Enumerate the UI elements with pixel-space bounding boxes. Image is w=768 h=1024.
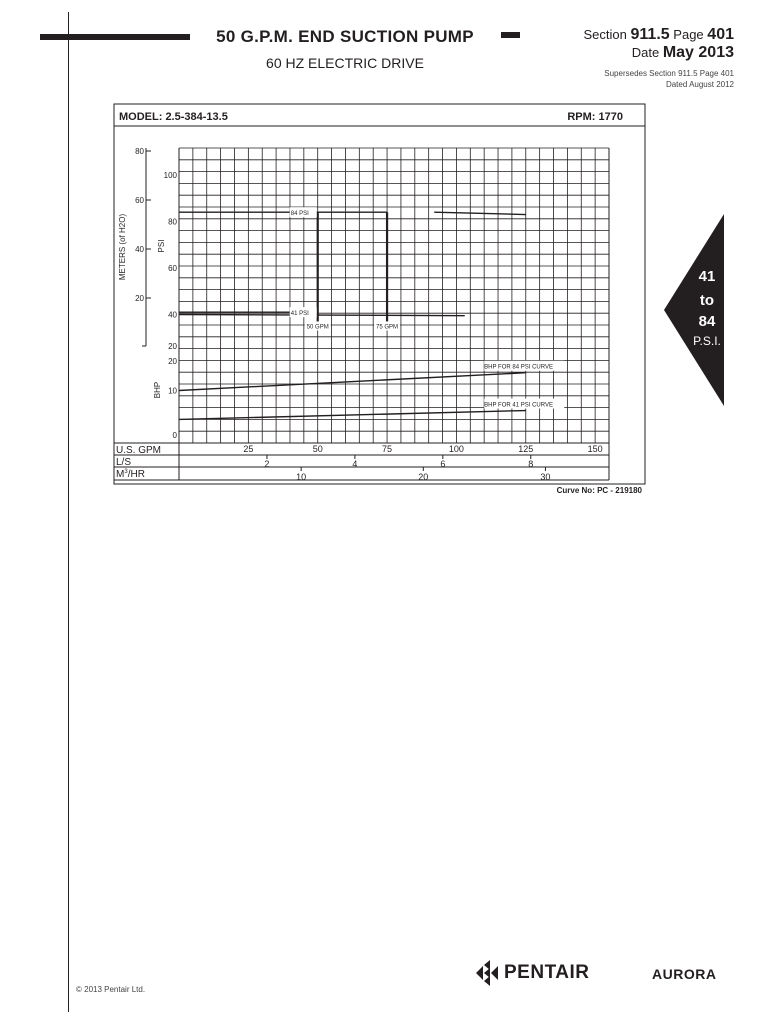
m3hr-axis-label: [116, 469, 145, 480]
page-title: 50 G.P.M. END SUCTION PUMP: [216, 27, 474, 46]
psi-tick-label: 100: [163, 171, 177, 180]
page-subtitle: 60 HZ ELECTRIC DRIVE: [266, 55, 424, 71]
label-sup: 3: [124, 469, 128, 475]
ls-tick-label: 4: [352, 459, 358, 469]
supersedes-line: Supersedes Section 911.5 Page 401: [604, 69, 734, 78]
ls-axis-label: L/S: [116, 457, 132, 468]
section-label: Section: [583, 27, 627, 42]
tab-line-4: P.S.I.: [693, 334, 721, 348]
dated-line: Dated August 2012: [665, 80, 734, 89]
gpm-tick-label: 100: [448, 444, 464, 454]
pentair-mark-icon: [476, 960, 498, 986]
meters-tick-label: 60: [135, 196, 144, 205]
ls-tick-label: 6: [440, 459, 446, 469]
gpm-axis-label: U.S. GPM: [116, 445, 162, 456]
meters-tick-label: 40: [135, 245, 144, 254]
psi-tick-label: 20: [168, 357, 177, 366]
ls-tick-label: 8: [528, 459, 534, 469]
bhp-tick-label: 0: [172, 431, 177, 440]
m3hr-tick-label: 20: [418, 472, 429, 482]
gpm-tick-label: 25: [243, 444, 254, 454]
bhp-tick-label: 20: [168, 342, 177, 351]
series-label: 84 PSI: [290, 211, 309, 218]
series-line-4: [179, 373, 526, 391]
pentair-wordmark: PENTAIR: [504, 962, 590, 983]
gpm-tick-label: 150: [587, 444, 603, 454]
gpm-tick-label: 125: [518, 444, 534, 454]
series-label: BHP FOR 41 PSI CURVE: [484, 402, 553, 409]
series-line-5: [179, 411, 526, 420]
tab-line-2: to: [699, 292, 715, 309]
tab-line-1: 41: [698, 268, 716, 285]
psi-tick-label: 60: [168, 264, 177, 273]
date-value: May 2013: [662, 44, 734, 61]
psi-tick-label: 40: [168, 310, 177, 320]
m3hr-tick-label: 30: [540, 472, 551, 482]
flow-marker-label: 75 GPM: [376, 324, 399, 331]
meters-tick-label: 80: [135, 147, 144, 156]
tab-line-3: 84: [698, 313, 716, 330]
psi-tick-label: 80: [168, 217, 177, 227]
rpm-label: RPM: 1770: [567, 111, 623, 123]
m3hr-tick-label: 10: [296, 472, 307, 482]
ls-tick-label: 2: [264, 459, 270, 469]
date-label: Date: [631, 45, 660, 60]
flow-marker-label: 50 GPM: [306, 324, 329, 331]
bhp-tick-label: 10: [168, 386, 177, 396]
page-value: 401: [707, 26, 734, 43]
page-label: Page: [673, 27, 704, 42]
gpm-tick-label: 50: [312, 444, 323, 454]
chart-frame: [114, 104, 645, 484]
label-part: M: [116, 469, 125, 480]
meters-axis-label: METERS (of H2O): [118, 213, 127, 281]
pentair-logo: [476, 960, 589, 986]
series-label: BHP FOR 84 PSI CURVE: [484, 364, 553, 371]
series-label: 41 PSI: [290, 311, 309, 318]
series-line-3: [179, 315, 465, 316]
copyright: © 2013 Pentair Ltd.: [76, 985, 146, 994]
gpm-tick-label: 75: [382, 444, 393, 454]
curve-number: Curve No: PC - 219180: [556, 486, 642, 495]
model-label: MODEL: 2.5-384-13.5: [119, 111, 228, 123]
aurora-wordmark: AURORA: [652, 966, 717, 982]
label-part: /HR: [127, 469, 145, 480]
meters-tick-label: 20: [135, 294, 144, 303]
section-value: 911.5: [630, 26, 670, 43]
psi-axis-label: PSI: [157, 239, 166, 253]
bhp-axis-label: BHP: [153, 381, 162, 399]
